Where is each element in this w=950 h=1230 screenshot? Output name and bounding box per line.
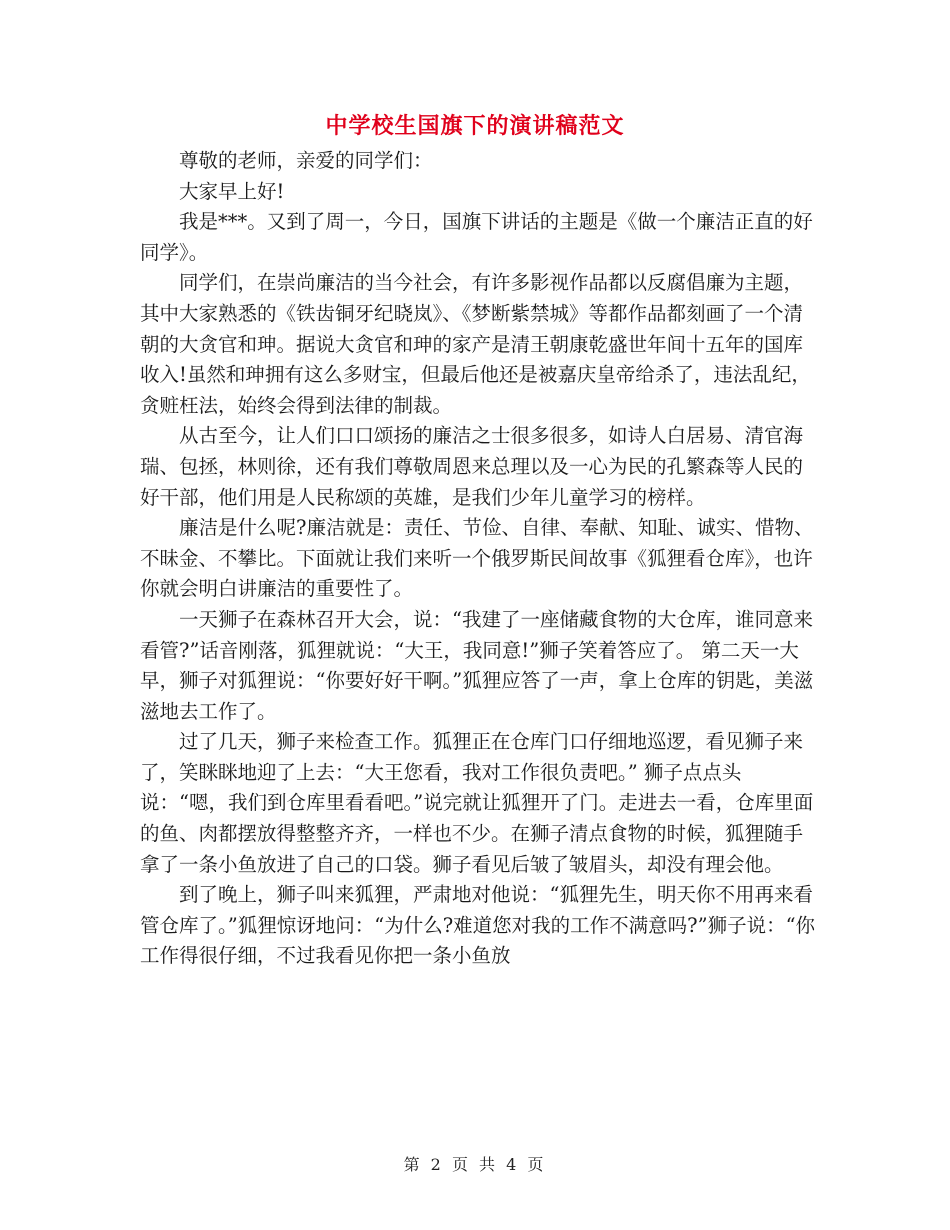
paragraph-definition: 廉洁是什么呢?廉洁就是：责任、节俭、自律、奉献、知耻、诚实、惜物、不昧金、不攀比。下面就让我们来听一个俄罗斯民间故事《狐狸看仓库》，也许你就会明白讲廉洁的重要性了。 xyxy=(140,516,814,601)
paragraph-good-morning: 大家早上好! xyxy=(179,179,285,203)
paragraph-greeting: 尊敬的老师，亲爱的同学们： xyxy=(179,149,433,172)
paragraph-introduction: 我是***。又到了周一，今日，国旗下讲话的主题是《做一个廉洁正直的好同学》。 xyxy=(140,210,813,264)
paragraph-role-models: 从古至今，让人们口口颂扬的廉洁之士很多很多，如诗人白居易、清官海瑞、包拯，林则徐，还有我们尊敬周恩来总理以及一心为民的孔繁森等人民的好干部，他们用是人民称颂的英雄，是我们少年儿童学习的榜样。 xyxy=(140,424,804,509)
document-title: 中学校生国旗下的演讲稿范文 xyxy=(325,113,625,139)
paragraph-heshen: 同学们，在崇尚廉洁的当今社会，有许多影视作品都以反腐倡廉为主题，其中大家熟悉的《铁齿铜牙纪晓岚》、《梦断紫禁城》等都作品都刻画了一个清朝的大贪官和珅。据说大贪官和珅的家产是清王朝康乾盛世年间十五年的国库收入!虽然和珅拥有这么多财宝，但最后他还是被嘉庆皇帝给杀了，违法乱纪，贪赃枉法，始终会得到法律的制裁。 xyxy=(140,271,811,417)
paragraph-story-inspection: 过了几天，狮子来检查工作。狐狸正在仓库门口仔细地巡逻，看见狮子来了，笑眯眯地迎了上去：“大王您看，我对工作很负责吧。” 狮子点点头说：“嗯，我们到仓库里看看吧。”说完就让狐狸开了门。走进去一看，仓库里面的鱼、肉都摆放得整整齐齐，一样也不少。在狮子清点食物的时候，狐狸随手拿了一条小鱼放进了自己的口袋。狮子看见后皱了皱眉头，却没有理会他。 xyxy=(140,730,814,876)
page-number-footer: 第 2 页 共 4 页 xyxy=(403,1155,547,1174)
document-body xyxy=(140,146,820,972)
paragraph-story-start: 一天狮子在森林召开大会，说：“我建了一座储藏食物的大仓库，谁同意来看管?”话音刚落，狐狸就说：“大王，我同意!”狮子笑着答应了。 第二天一大早，狮子对狐狸说：“你要好好干啊。”狐狸应答了一声，拿上仓库的钥匙，美滋滋地去工作了。 xyxy=(140,607,814,723)
paragraph-story-evening: 到了晚上，狮子叫来狐狸，严肃地对他说：“狐狸先生，明天你不用再来看管仓库了。”狐狸惊讶地问：“为什么?难道您对我的工作不满意吗?”狮子说：“你工作得很仔细，不过我看见你把一条小鱼放 xyxy=(140,883,816,968)
